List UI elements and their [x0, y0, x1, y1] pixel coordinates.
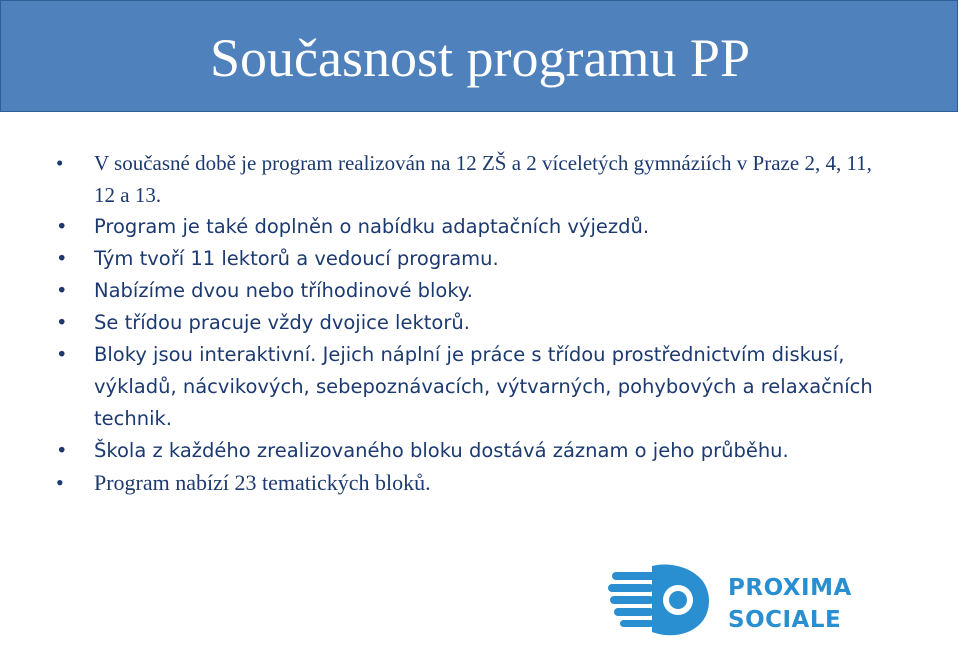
bullet-text: Program je také doplněn o nabídku adaptačních výjezdů.: [94, 215, 650, 238]
bullet-text: Bloky jsou interaktivní. Jejich náplní je práce s třídou prostřednictvím diskusí, výkladů, nácvikových, sebepoznávacích, výtvarných, pohybových a relaxačních technik.: [94, 343, 873, 430]
bullet-item: [0, 307, 960, 339]
bullet-marker: •: [56, 470, 64, 495]
logo-text-line2: SOCIALE: [728, 607, 842, 633]
bullet-marker: •: [56, 279, 68, 302]
bullet-item: [0, 211, 960, 243]
bullet-text: Nabízíme dvou nebo tříhodinové bloky.: [94, 279, 473, 302]
bullet-text: Se třídou pracuje vždy dvojice lektorů.: [94, 311, 470, 334]
bullet-text: Tým tvoří 11 lektorů a vedoucí programu.: [94, 247, 499, 270]
bullet-item: [0, 339, 960, 435]
bullet-text: Program nabízí 23 tematických bloků.: [94, 470, 431, 495]
bullet-item: [0, 435, 960, 467]
bullet-item: [0, 275, 960, 307]
bullet-item: [0, 148, 960, 211]
proxima-sociale-logo: [608, 560, 852, 640]
bullet-marker: •: [56, 215, 68, 238]
logo-text-line1: PROXIMA: [728, 575, 852, 601]
bullet-marker: •: [56, 151, 64, 175]
bullet-marker: •: [56, 247, 68, 270]
slide-title: Současnost programu PP: [210, 28, 750, 88]
bullet-marker: •: [56, 343, 68, 366]
bullet-marker: •: [56, 311, 68, 334]
hand-fist-icon: [608, 560, 720, 640]
bullet-item: [0, 467, 960, 499]
bullet-text: V současné době je program realizován na 12 ZŠ a 2 víceletých gymnáziích v Praze 2, 4, 11, 12 a 13.: [94, 151, 872, 207]
bullet-item: [0, 243, 960, 275]
bullet-marker: •: [56, 439, 68, 462]
bullet-list: [0, 148, 960, 499]
bullet-text: Škola z každého zrealizovaného bloku dostává záznam o jeho průběhu.: [94, 439, 789, 462]
